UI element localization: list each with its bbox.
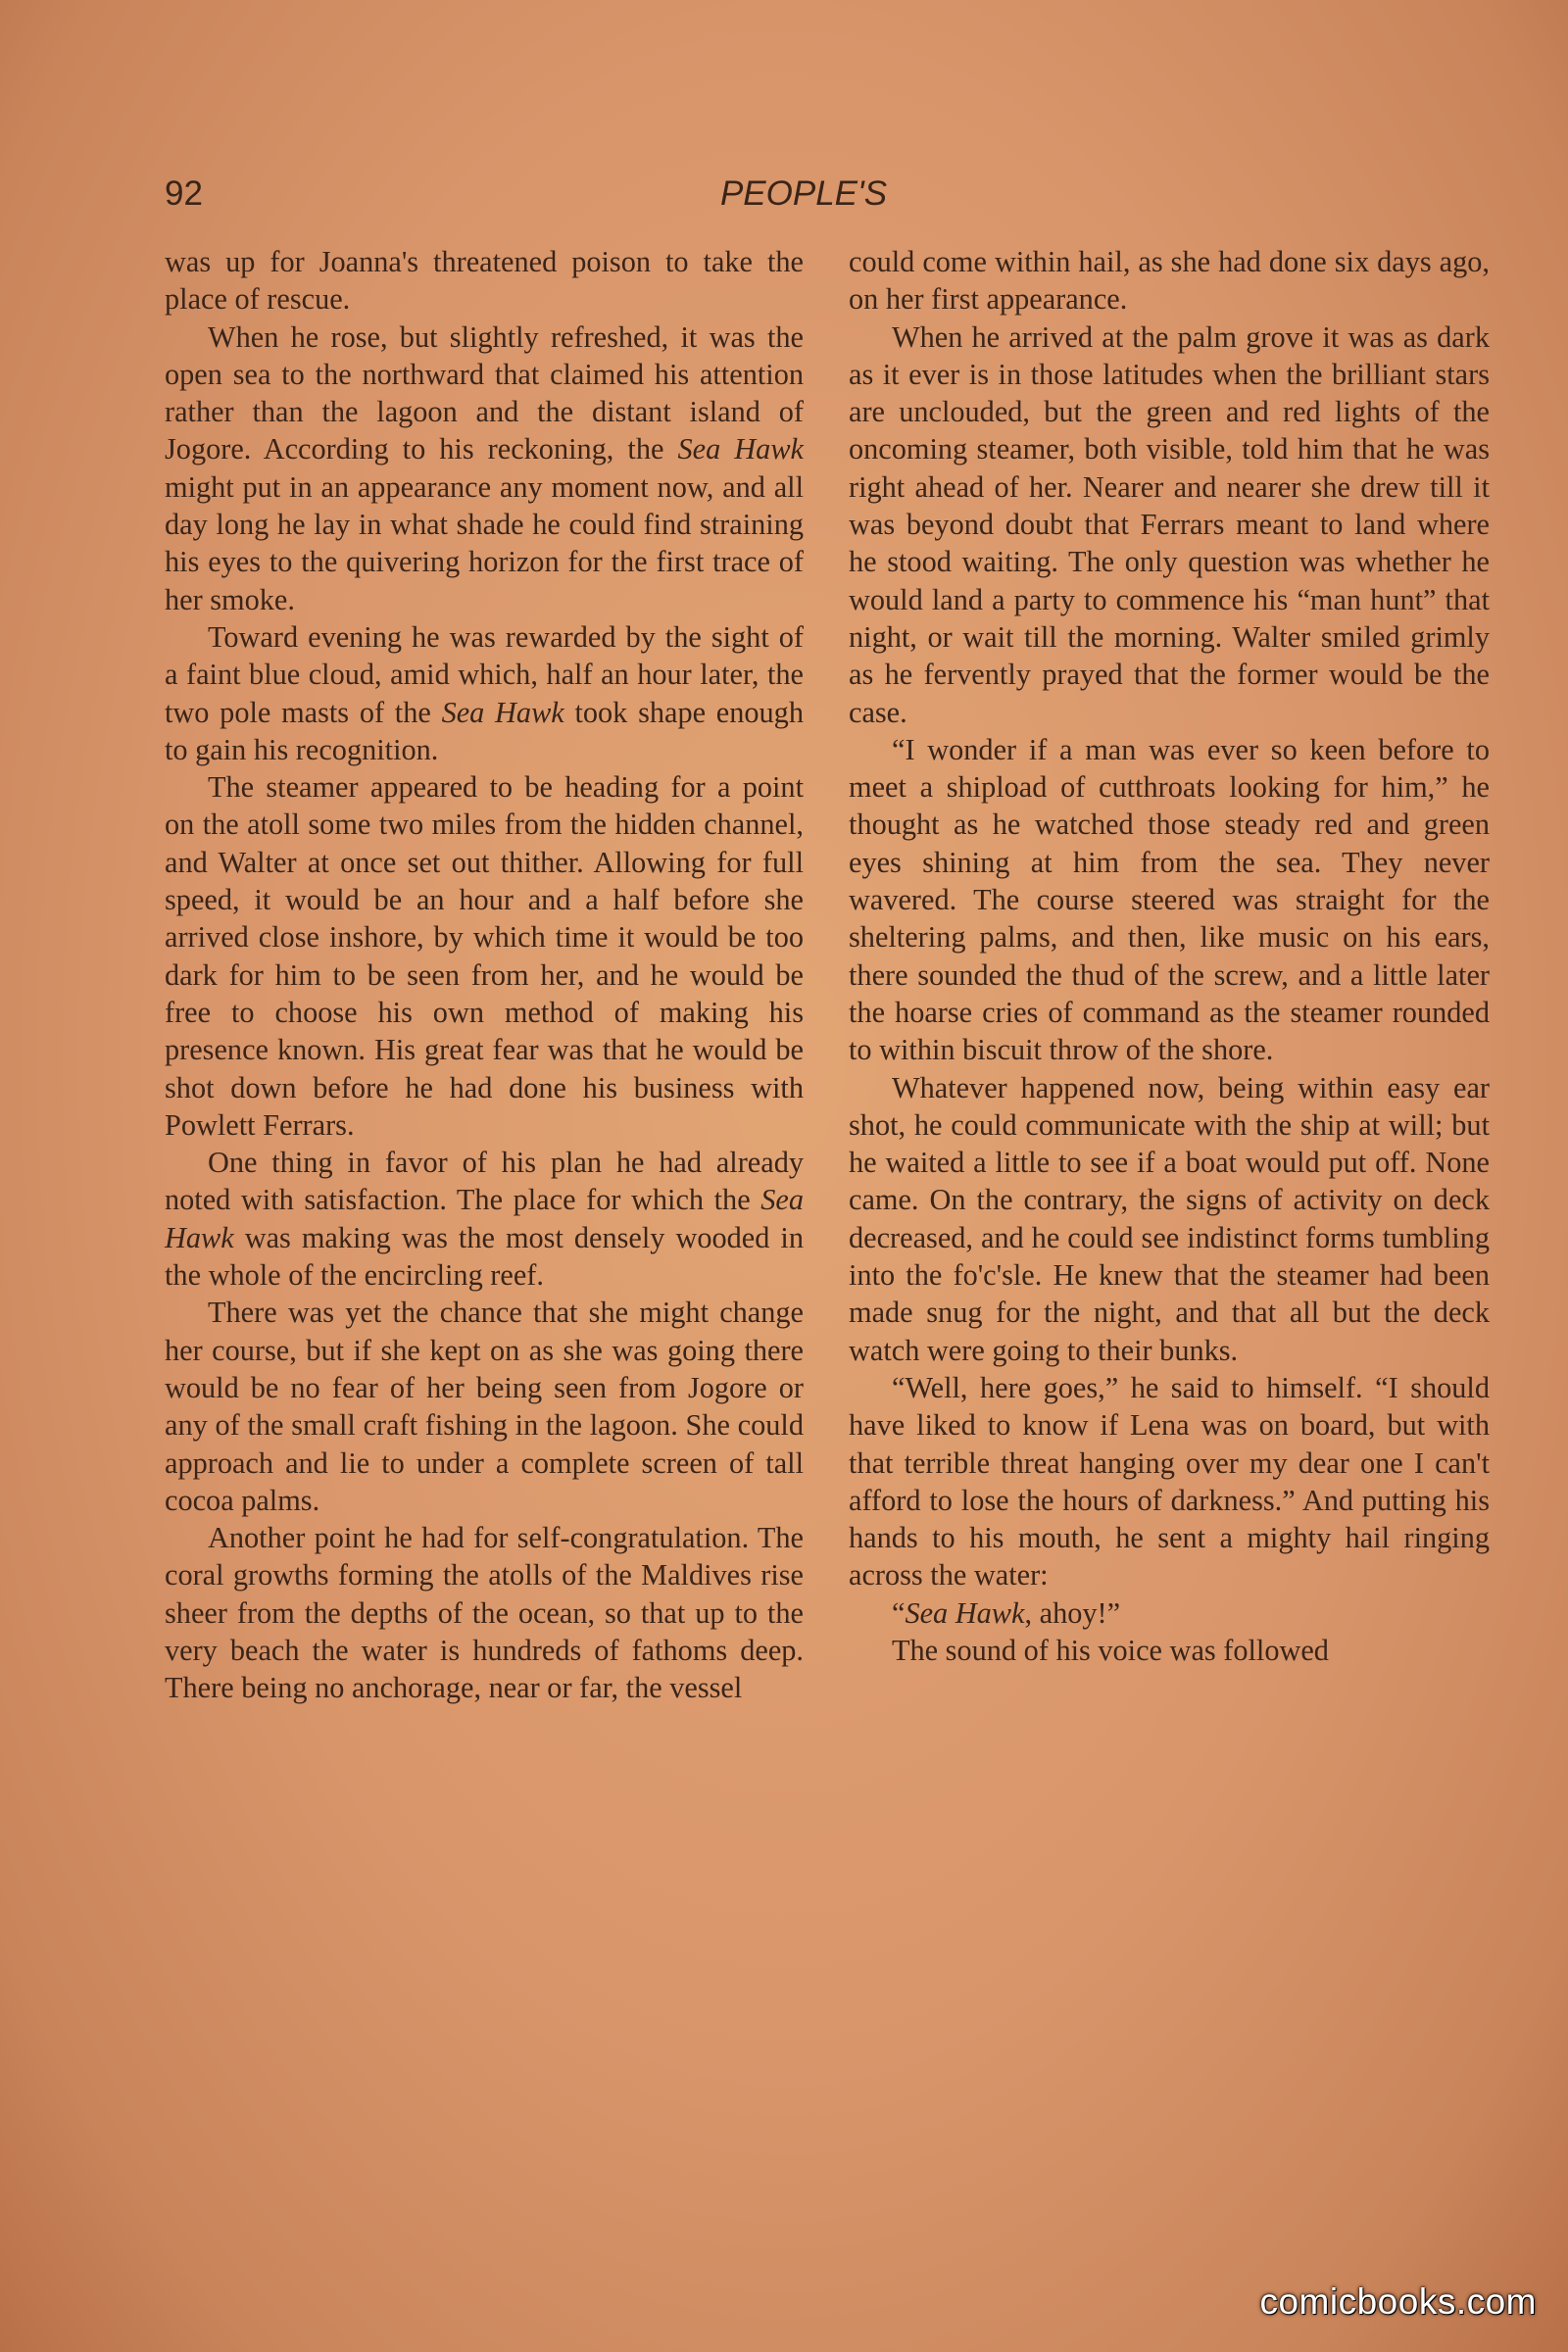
ship-name: Sea Hawk	[905, 1595, 1025, 1630]
paragraph: When he arrived at the palm grove it was as dark as it ever is in those latitudes when the brilliant stars are unclouded, but the green and red lights of the oncoming steamer, both visible, told him that he was right ahead of her. Nearer and nearer she drew till it was beyond doubt that Ferrars meant to land where he stood waiting. The only question was whether he would land a party to commence his “man hunt” that night, or wait till the morning. Walter smiled grimly as he fervently prayed that the former would be the case.	[849, 319, 1490, 729]
paragraph: was up for Joanna's threatened poison to take the place of rescue.	[165, 245, 804, 317]
ship-name: Sea Hawk	[441, 695, 564, 729]
paragraph: Toward evening he was rewarded by the sight of a faint blue cloud, amid which, half an hour later, the two pole masts of the Sea Hawk took shape enough to gain his recognition.	[165, 619, 804, 766]
right-text-column	[849, 243, 1490, 1669]
paragraph: The sound of his voice was followed	[892, 1633, 1329, 1667]
paragraph: One thing in favor of his plan he had already noted with satisfaction. The place for which the Sea Hawk was making was the most densely wooded in the whole of the encircling reef.	[165, 1146, 804, 1293]
paragraph: Whatever happened now, being within easy ear shot, he could communicate with the ship at will; but he waited a little to see if a boat would put off. None came. On the contrary, the signs of activity on deck decreased, and he could see indistinct forms tumbling into the fo'c'sle. He knew that the steamer had been made snug for the night, and that all but the deck watch were going to their bunks.	[849, 1070, 1490, 1367]
page-number: 92	[165, 174, 203, 213]
left-text-column	[165, 243, 804, 1707]
ship-name: Sea Hawk	[165, 1183, 804, 1254]
paragraph: Another point he had for self-congratulation. The coral growths forming the atolls of the Maldives rise sheer from the depths of the ocean, so that up to the very beach the water is hundreds of fathoms deep. There being no anchorage, near or far, the vessel	[165, 1521, 804, 1705]
paragraph: “Well, here goes,” he said to himself. “I should have liked to know if Lena was on board, but with that terrible threat hanging over my dear one I can't afford to lose the hours of darkness.” And putting his hands to his mouth, he sent a mighty hail ringing across the water:	[849, 1370, 1490, 1592]
site-watermark: comicbooks.com	[1259, 2281, 1537, 2322]
paragraph: could come within hail, as she had done six days ago, on her first appearance.	[849, 245, 1490, 317]
paragraph: “I wonder if a man was ever so keen before to meet a shipload of cutthroats looking for him,” he thought as he watched those steady red and green eyes shining at him from the sea. They never wavered. The course steered was straight for the sheltering palms, and then, like music on his ears, there sounded the thud of the screw, and a little later the hoarse cries of command as the steamer rounded to within biscuit throw of the shore.	[849, 732, 1490, 1067]
ship-name: Sea Hawk	[677, 432, 804, 466]
paragraph: When he rose, but slightly refreshed, it was the open sea to the northward that claimed his attention rather than the lagoon and the distant island of Jogore. According to his reckoning, the Sea Hawk might put in an appearance any moment now, and all day long he lay in what shade he could find straining his eyes to the quivering horizon for the first trace of her smoke.	[165, 319, 804, 616]
paragraph: “Sea Hawk, ahoy!”	[892, 1595, 1121, 1630]
paragraph: There was yet the chance that she might change her course, but if she kept on as she was going there would be no fear of her being seen from Jogore or any of the small craft fishing in the lagoon. She could approach and lie to under a complete screen of tall cocoa palms.	[165, 1296, 804, 1517]
paragraph: The steamer appeared to be heading for a point on the atoll some two miles from the hidden channel, and Walter at once set out thither. Allowing for full speed, it would be an hour and a half before she arrived close inshore, by which time it would be too dark for him to be seen from her, and he would be free to choose his own method of making his presence known. His great fear was that he would be shot down before he had done his business with Powlett Ferrars.	[165, 770, 804, 1142]
running-title: PEOPLE'S	[719, 174, 888, 213]
